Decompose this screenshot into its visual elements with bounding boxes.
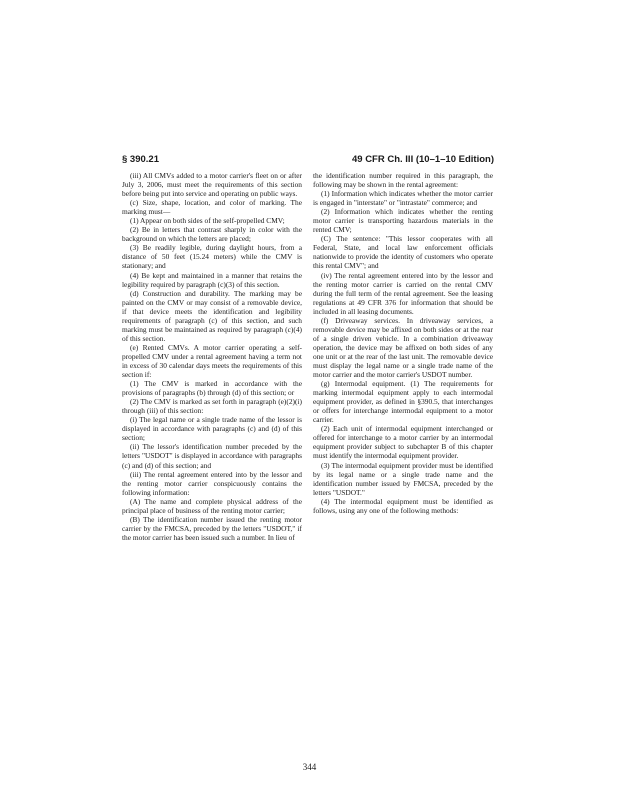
right-column — [313, 171, 493, 751]
paragraph: (1) Appear on both sides of the self-propelled CMV; — [130, 216, 285, 226]
paragraph: (C) The sentence: "This lessor cooperates with all Federal, State, and local law enforcement officials nationwide to provide the identity of customers who operate this rental CMV"; and — [313, 234, 493, 271]
running-title: 49 CFR Ch. III (10–1–10 Edition) — [351, 154, 494, 165]
paragraph: (iv) The rental agreement entered into by the lessor and the renting motor carrier is carried on the rental CMV during the full term of the rental agreement. See the leasing regulations at 49 CFR 376 for information that should be included in all leasing documents. — [313, 270, 493, 316]
paragraph: (4) The intermodal equipment must be identified as follows, using any one of the following methods: — [313, 496, 493, 515]
paragraph: (3) The intermodal equipment provider must be identified by its legal name or a single trade name and the identification number issued by FMCSA, preceded by the letters "USDOT." — [313, 460, 493, 497]
paragraph: (g) Intermodal equipment. (1) The requirements for marking intermodal equipment apply to each intermodal equipment provider, as defined in §390.5, that interchanges or offers for interchange intermodal equipment to a motor carrier. — [313, 379, 493, 425]
paragraph: (1) The CMV is marked in accordance with the provisions of paragraphs (b) through (d) of this section; or — [122, 379, 302, 398]
paragraph: (3) Be readily legible, during daylight hours, from a distance of 50 feet (15.24 meters) while the CMV is stationary; and — [122, 243, 302, 271]
paragraph: (iii) The rental agreement entered into by the lessor and the renting motor carrier conspicuously contains the following information: — [122, 469, 302, 497]
paragraph: (ii) The lessor's identification number preceded by the letters "USDOT" is displayed in accordance with paragraphs (c) and (d) of this section; and — [122, 442, 302, 470]
paragraph: (B) The identification number issued the renting motor carrier by the FMCSA, preceded by the letters "USDOT," if the motor carrier has been issued such a number. In lieu of — [122, 514, 302, 542]
paragraph: (1) Information which indicates whether the motor carrier is engaged in "interstate" or "intrastate" commerce; and — [313, 189, 493, 208]
paragraph: (2) Each unit of intermodal equipment interchanged or offered for interchange to a motor carrier by an intermodal equipment provider subject to subchapter B of this chapter must identify the intermodal equipment provider. — [313, 424, 493, 461]
paragraph: (iii) All CMVs added to a motor carrier's fleet on or after July 3, 2006, must meet the requirements of this section before being put into service and operating on public ways. — [122, 171, 302, 199]
paragraph: (c) Size, shape, location, and color of marking. The marking must— — [122, 198, 302, 217]
paragraph: (f) Driveaway services. In driveaway services, a removable device may be affixed on both sides or at the rear of a single driven vehicle. In a combination driveaway operation, the device may be affixed on both sides of any one unit or at the rear of the last unit. The removable device must display the legal name or a single trade name of the motor carrier and the motor carrier's USDOT number. — [313, 315, 493, 380]
paragraph: (2) The CMV is marked as set forth in paragraph (e)(2)(i) through (iii) of this section: — [122, 397, 302, 416]
paragraph: (e) Rented CMVs. A motor carrier operating a self-propelled CMV under a rental agreement having a term not in excess of 30 calendar days meets the requirements of this section if: — [122, 342, 302, 380]
left-column — [122, 171, 302, 751]
page-number: 344 — [302, 762, 317, 772]
paragraph-continued: the identification number required in this paragraph, the following may be shown in the rental agreement: — [313, 171, 493, 190]
paragraph: (2) Be in letters that contrast sharply in color with the background on which the letters are placed; — [122, 225, 302, 244]
paragraph: (A) The name and complete physical address of the principal place of business of the renting motor carrier; — [122, 496, 302, 515]
paragraph: (i) The legal name or a single trade name of the lessor is displayed in accordance with paragraphs (c) and (d) of this section; — [122, 415, 302, 443]
paragraph: (4) Be kept and maintained in a manner that retains the legibility required by paragraph (c)(3) of this section. — [122, 270, 302, 289]
paragraph: (d) Construction and durability. The marking may be painted on the CMV or may consist of a removable device, if that device meets the identification and legibility requirements of paragraph (c) of this section, and such marking must be maintained as required by paragraph (c)(4) of this section. — [122, 288, 302, 343]
section-number: § 390.21 — [122, 154, 159, 165]
paragraph: (2) Information which indicates whether the renting motor carrier is transporting hazardous materials in the rented CMV; — [313, 207, 493, 235]
